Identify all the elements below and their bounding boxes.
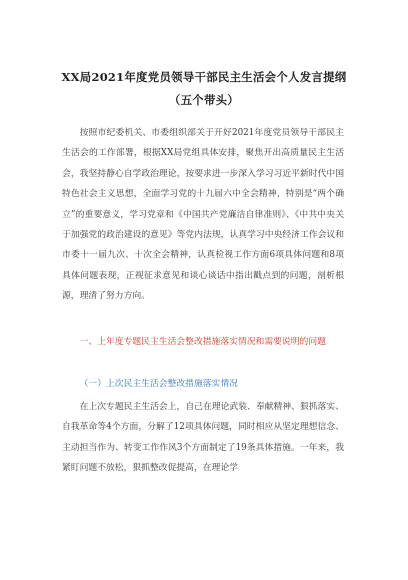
document-title: XX局2021年度党员领导干部民主生活会个人发言提纲（五个带头） [61,70,347,107]
document-body-continued [62,397,344,479]
subsection-heading-1: （一）上次民主生活会整改措施落实情况 [79,379,238,389]
document-body [62,123,344,307]
section-heading-1: 一、上年度专题民主生活会整改措施落实情况和需要说明的问题 [79,337,326,347]
intro-paragraph: 按照市纪委机关、市委组织部关于开好2021年度党员领导干部民主生活会的工作部署，根据XX局党组具体安排，聚焦开出高质量民主生活会，我坚持静心自学政治理论，按要求进一步深入学习习近平新时代中国特色社会主义思想，全面学习党的十九届六中全会精神，特别是“两个确立”的重要意义，学习党章和《中国共产党廉洁自律准则》、《中共中央关于加强党的政治建设的意见》等党内法规，认真学习中央经济工作会议和市委十一届九次、十次全会精神，认真检视工作方面6项具体问题和8项具体问题表现，正视征求意见和谈心谈话中指出戳点到的问题，剖析根源，理清了努力方向。 [62,128,344,302]
body-paragraph-2: 在上次专题民主生活会上，自己在理论武装、奉献精神、狠抓落实、自我革命等4个方面，分解了12项具体问题，同时相应从坚定理想信念、主动担当作为、转变工作作风3个方面制定了19条具体措施。一年来，我紧盯问题不放松，狠抓整改促提高，在理论学 [62,402,344,474]
